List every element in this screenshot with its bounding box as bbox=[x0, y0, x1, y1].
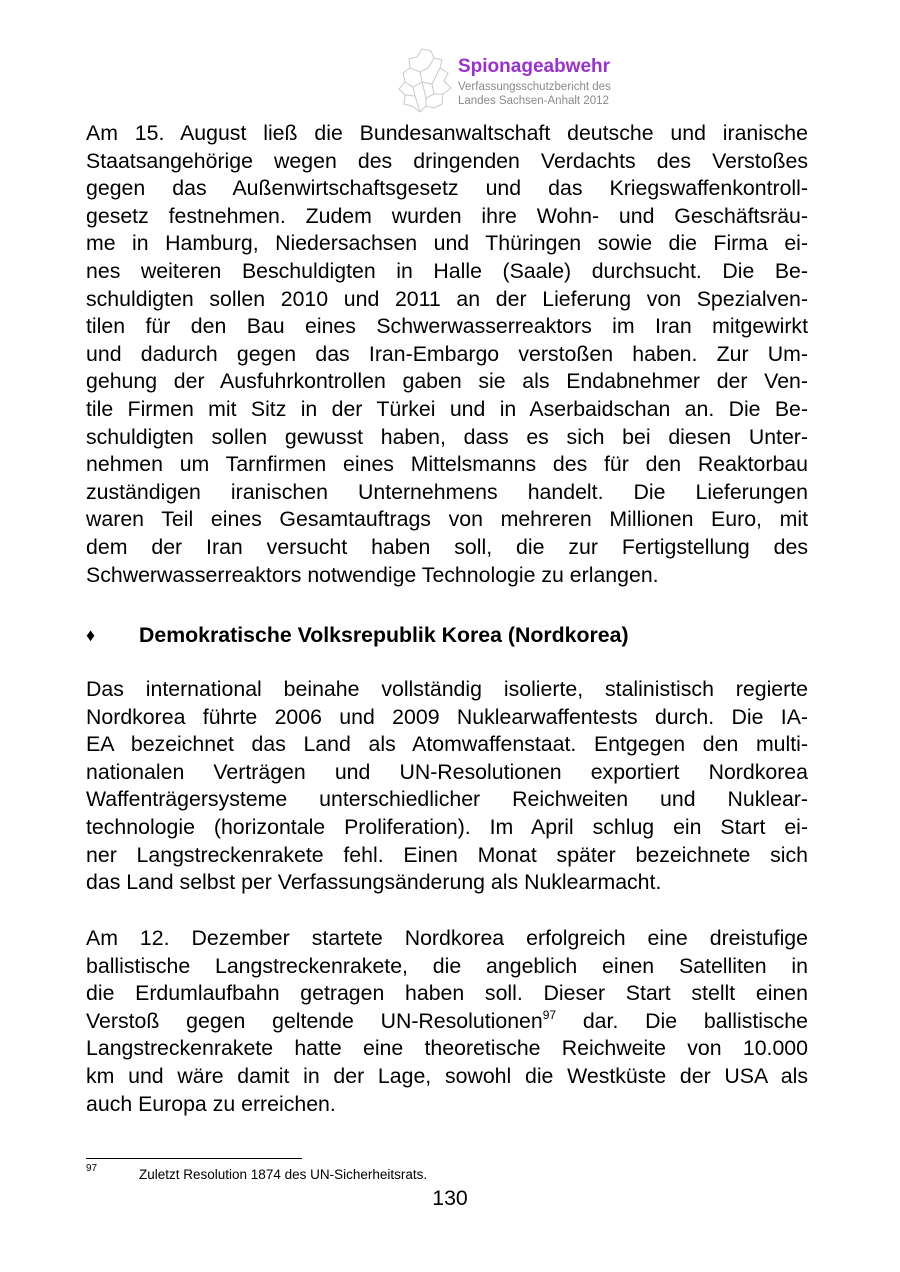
text-line: ballistische Langstreckenrakete, die angeblich einen Satelliten in bbox=[86, 953, 808, 978]
text-line: nes weiteren Beschuldigten in Halle (Saale) durchsucht. Die Be- bbox=[86, 258, 808, 283]
text-line: Das international beinahe vollständig isolierte, stalinistisch regierte bbox=[86, 677, 808, 701]
text-line: Schwerwasserreaktors notwendige Technologie zu erlangen. bbox=[86, 562, 659, 587]
text-line: Staatsangehörige wegen des dringenden Verdachts des Verstoßes bbox=[86, 148, 808, 173]
page-header bbox=[396, 46, 656, 116]
text-fragment: dar. Die ballistische bbox=[556, 1008, 808, 1033]
paragraph-nordkorea-overview bbox=[86, 676, 808, 897]
text-line: und dadurch gegen das Iran-Embargo verstoßen haben. Zur Um- bbox=[86, 341, 808, 366]
text-line: Am 12. Dezember startete Nordkorea erfolgreich eine dreistufige bbox=[86, 926, 808, 950]
paragraph-rocket-launch bbox=[86, 925, 808, 1118]
footnote-number: 97 bbox=[86, 1163, 98, 1174]
text-line: tile Firmen mit Sitz in der Türkei und in Aserbaidschan an. Die Be- bbox=[86, 396, 808, 421]
text-line: me in Hamburg, Niedersachsen und Thüringen sowie die Firma ei- bbox=[86, 231, 808, 256]
text-line: gehung der Ausfuhrkontrollen gaben sie als Endabnehmer der Ven- bbox=[86, 369, 808, 394]
text-line: ner Langstreckenrakete fehl. Einen Monat später bezeichnete sich bbox=[86, 842, 808, 867]
footnote-separator bbox=[86, 1158, 302, 1159]
saxony-anhalt-map-outline-icon bbox=[396, 46, 456, 116]
text-line: das Land selbst per Verfassungsänderung als Nuklearmacht. bbox=[86, 870, 662, 895]
header-subtitle-line2: Landes Sachsen-Anhalt 2012 bbox=[458, 95, 609, 107]
text-line: gegen das Außenwirtschaftsgesetz und das Kriegswaffenkontroll- bbox=[86, 176, 808, 201]
text-line: gesetz festnehmen. Zudem wurden ihre Wohn- und Geschäftsräu- bbox=[86, 203, 808, 228]
text-line: nationalen Verträgen und UN-Resolutionen exportiert Nordkorea bbox=[86, 759, 808, 784]
footnote-reference[interactable]: 97 bbox=[542, 1007, 557, 1022]
text-line: technologie (horizontale Proliferation). Im April schlug ein Start ei- bbox=[86, 814, 808, 839]
text-line: schuldigten sollen 2010 und 2011 an der Lieferung von Spezialven- bbox=[86, 286, 808, 311]
paragraph-iran-case bbox=[86, 120, 808, 589]
text-line: zuständigen iranischen Unternehmens handelt. Die Lieferungen bbox=[86, 479, 808, 504]
text-line: Nordkorea führte 2006 und 2009 Nuklearwaffentests durch. Die IA- bbox=[86, 704, 808, 729]
text-line: Langstreckenrakete hatte eine theoretische Reichweite von 10.000 bbox=[86, 1036, 808, 1061]
section-heading-text: Demokratische Volksrepublik Korea (Nordkorea) bbox=[139, 623, 629, 647]
text-line: tilen für den Bau eines Schwerwasserreaktors im Iran mitgewirkt bbox=[86, 314, 808, 339]
page-number: 130 bbox=[432, 1186, 468, 1210]
header-title: Spionageabwehr bbox=[458, 56, 611, 77]
text-line: km und wäre damit in der Lage, sowohl die Westküste der USA als bbox=[86, 1063, 808, 1088]
text-line: schuldigten sollen gewusst haben, dass es sich bei diesen Unter- bbox=[86, 424, 808, 449]
text-line: Waffenträgersysteme unterschiedlicher Reichweiten und Nuklear- bbox=[86, 787, 808, 812]
text-fragment: Verstoß gegen geltende UN-Resolutionen bbox=[86, 1008, 543, 1033]
diamond-bullet-icon: ♦ bbox=[86, 625, 96, 645]
text-line: auch Europa zu erreichen. bbox=[86, 1091, 336, 1116]
text-line: dem der Iran versucht haben soll, die zur Fertigstellung des bbox=[86, 534, 808, 559]
section-heading bbox=[86, 620, 808, 650]
text-line: EA bezeichnet das Land als Atomwaffenstaat. Entgegen den multi- bbox=[86, 732, 808, 757]
footnote-text: Zuletzt Resolution 1874 des UN-Sicherheitsrats. bbox=[139, 1167, 428, 1182]
header-subtitle-line1: Verfassungsschutzbericht des bbox=[458, 81, 611, 93]
text-line: nehmen um Tarnfirmen eines Mittelsmanns des für den Reaktorbau bbox=[86, 452, 808, 477]
text-line-with-footnote bbox=[86, 1008, 808, 1036]
text-line: waren Teil eines Gesamtauftrags von mehreren Millionen Euro, mit bbox=[86, 507, 808, 532]
text-line: Am 15. August ließ die Bundesanwaltschaft deutsche und iranische bbox=[86, 121, 808, 145]
text-line: die Erdumlaufbahn getragen haben soll. Dieser Start stellt einen bbox=[86, 981, 808, 1006]
